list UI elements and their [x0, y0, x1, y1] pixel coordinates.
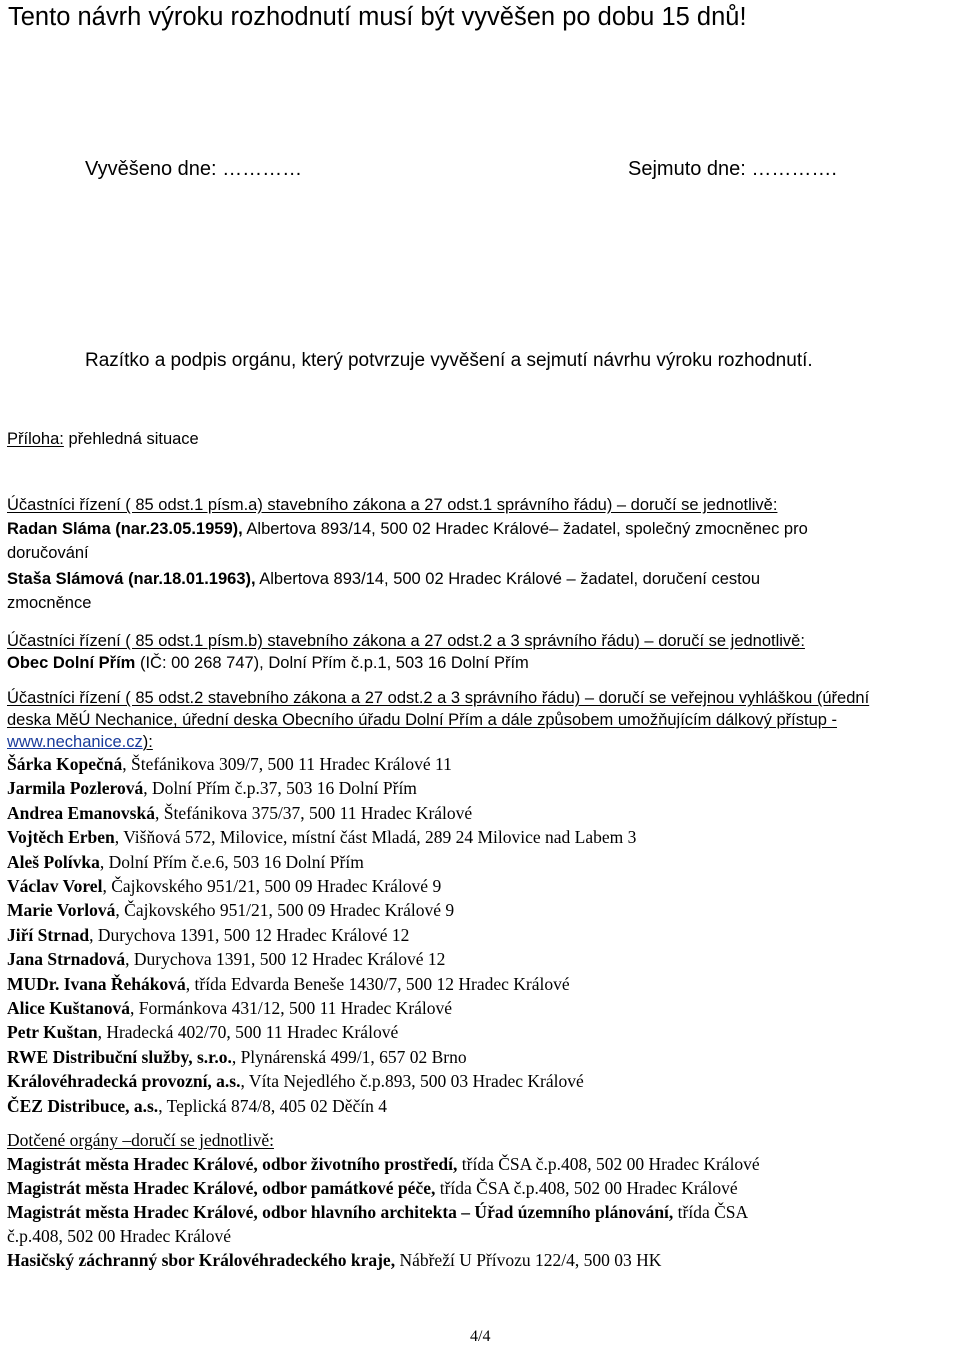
authority-1-address: třída ČSA č.p.408, 502 00 Hradec Králové [457, 1154, 760, 1174]
participant-row [7, 900, 454, 921]
party1-line2: doručování [7, 544, 89, 562]
participant-address: , Plynárenská 499/1, 657 02 Brno [231, 1046, 467, 1067]
participant-name: Jarmila Pozlerová [7, 778, 144, 799]
attachment-text: přehledná situace [68, 430, 199, 448]
section2-party1 [7, 654, 529, 673]
participant-address: , Hradecká 402/70, 500 11 Hradec Králové [97, 1022, 399, 1043]
authority-4-name: Hasičský záchranný sbor Královéhradeckého kraje, [7, 1250, 396, 1270]
authority-3-address: třída ČSA [673, 1202, 749, 1222]
participant-address: , Čajkovského 951/21, 500 09 Hradec Králové 9 [115, 900, 455, 921]
participant-row [7, 998, 452, 1019]
authority-2 [7, 1178, 738, 1199]
participant-address: , Víta Nejedlého č.p.893, 500 03 Hradec Králové [240, 1071, 584, 1092]
participant-name: MUDr. Ivana Řeháková [7, 973, 186, 994]
party2-line2: zmocněnce [7, 594, 92, 612]
participant-row [7, 1047, 467, 1068]
section1-party2 [7, 570, 760, 589]
authority-3-name: Magistrát města Hradec Králové, odbor hlavního architekta – Úřad územního plánování, [7, 1202, 674, 1222]
participant-name: Královéhradecká provozní, a.s. [7, 1071, 241, 1092]
participant-name: Aleš Polívka [7, 851, 100, 872]
party1-address: Albertova 893/14, 500 02 Hradec Králové– žadatel, společný zmocněnec pro [246, 520, 808, 538]
link-suffix: ): [142, 733, 153, 751]
section1-header: Účastníci řízení ( 85 odst.1 písm.a) stavebního zákona a 27 odst.1 správního řádu) – doručí se jednotlivě: [7, 496, 778, 514]
participant-row [7, 1022, 398, 1043]
participant-name: Jana Strnadová [7, 949, 126, 970]
participant-row [7, 778, 417, 799]
participant-address: , Durychova 1391, 500 12 Hradec Králové 12 [125, 949, 446, 970]
stamp-signature-note: Razítko a podpis orgánu, který potvrzuje vyvěšení a sejmutí návrhu výroku rozhodnutí. [85, 350, 813, 371]
participant-name: Šárka Kopečná [7, 754, 123, 774]
participant-name: Václav Vorel [7, 876, 103, 896]
participant-address: , Štefánikova 309/7, 500 11 Hradec Králové 11 [122, 754, 452, 774]
party1-name: Radan Sláma (nar.23.05.1959), [7, 520, 243, 538]
participant-address: , Dolní Přím č.p.37, 503 16 Dolní Přím [143, 778, 417, 799]
participant-name: Marie Vorlová [7, 900, 116, 921]
obec-address: (IČ: 00 268 747), Dolní Přím č.p.1, 503 16 Dolní Přím [135, 654, 529, 672]
participant-row [7, 876, 441, 897]
participant-address: , Čajkovského 951/21, 500 09 Hradec Králové 9 [102, 876, 442, 896]
notice-heading: Tento návrh výroku rozhodnutí musí být vyvěšen po dobu 15 dnů! [8, 3, 747, 31]
obec-name: Obec Dolní Přím [7, 654, 136, 672]
participant-address: , Teplická 874/8, 405 02 Děčín 4 [158, 1095, 388, 1116]
participant-address: , třída Edvarda Beneše 1430/7, 500 12 Hradec Králové [185, 973, 570, 994]
authority-3 [7, 1202, 748, 1223]
participant-name: Vojtěch Erben [7, 827, 115, 848]
participant-address: , Dolní Přím č.e.6, 503 16 Dolní Přím [99, 851, 364, 872]
participant-row [7, 852, 364, 873]
section2-header: Účastníci řízení ( 85 odst.1 písm.b) stavebního zákona a 27 odst.2 a 3 správního řádu) – doručí se jednotlivě: [7, 632, 805, 650]
posted-date-label: Vyvěšeno dne: ………… [85, 158, 303, 180]
participant-row [7, 949, 445, 970]
authority-4 [7, 1250, 661, 1271]
page-number: 4/4 [470, 1328, 491, 1345]
removed-date-label: Sejmuto dne: …………. [628, 158, 837, 180]
section1-party1 [7, 520, 808, 539]
section4-header: Dotčené orgány –doručí se jednotlivě: [7, 1130, 274, 1150]
participant-row [7, 925, 409, 946]
participant-row [7, 827, 636, 848]
authority-4-address: Nábřeží U Přívozu 122/4, 500 03 HK [395, 1250, 662, 1270]
nechanice-link[interactable]: www.nechanice.cz [7, 733, 143, 751]
participant-name: RWE Distribuční služby, s.r.o. [7, 1046, 232, 1067]
participant-row [7, 1096, 387, 1117]
party2-name: Staša Slámová (nar.18.01.1963), [7, 570, 256, 588]
participant-row [7, 974, 570, 995]
party2-address: Albertova 893/14, 500 02 Hradec Králové – žadatel, doručení cestou [259, 570, 761, 588]
participant-name: Jiří Strnad [7, 924, 90, 945]
section3-header-line3 [7, 733, 153, 752]
participant-address: , Višňová 572, Milovice, místní část Mladá, 289 24 Milovice nad Labem 3 [114, 827, 637, 848]
authority-2-name: Magistrát města Hradec Králové, odbor památkové péče, [7, 1178, 436, 1198]
participant-name: Petr Kuštan [7, 1022, 98, 1043]
participant-name: ČEZ Distribuce, a.s. [7, 1095, 159, 1116]
participant-row [7, 803, 472, 824]
participant-name: Alice Kuštanová [7, 998, 130, 1018]
authority-1-name: Magistrát města Hradec Králové, odbor životního prostředí, [7, 1154, 458, 1174]
authority-1 [7, 1154, 760, 1175]
participant-address: , Štefánikova 375/37, 500 11 Hradec Králové [154, 802, 473, 823]
authority-3-line2: č.p.408, 502 00 Hradec Králové [7, 1226, 232, 1246]
authority-2-address: třída ČSA č.p.408, 502 00 Hradec Králové [435, 1178, 738, 1198]
participant-address: , Durychova 1391, 500 12 Hradec Králové 12 [89, 924, 410, 945]
participant-row [7, 754, 452, 775]
participant-row [7, 1071, 584, 1092]
participant-address: , Formánkova 431/12, 500 11 Hradec Králové [130, 998, 453, 1018]
attachment-label: Příloha: [7, 430, 64, 448]
attachment-line [7, 430, 199, 449]
section3-header-line2: deska MěÚ Nechanice, úřední deska Obecního úřadu Dolní Přím a dále způsobem umožňujícím dálkový přístup - [7, 711, 838, 729]
section3-header-line1: Účastníci řízení ( 85 odst.2 stavebního zákona a 27 odst.2 a 3 správního řádu) – doručí se veřejnou vyhláškou (úřední [7, 689, 870, 707]
participant-name: Andrea Emanovská [7, 802, 155, 823]
